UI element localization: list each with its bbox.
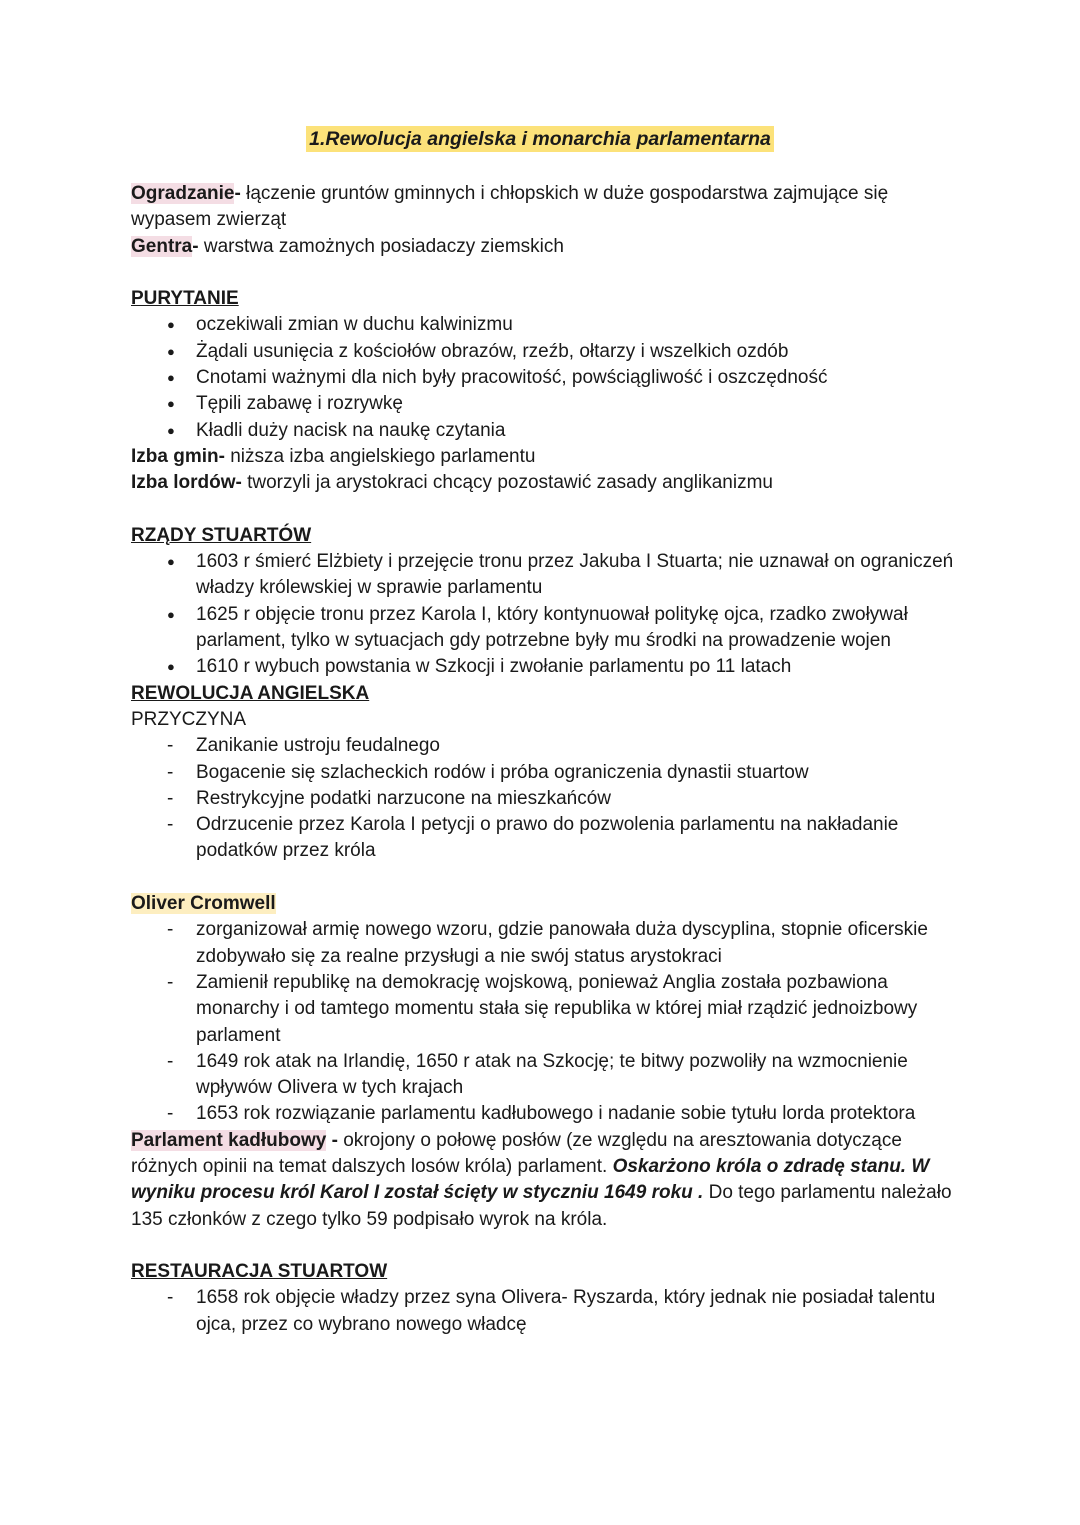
list-item: - 1649 rok atak na Irlandię, 1650 r atak na Szkocję; te bitwy pozwoliły na wzmocnienie wpływów Olivera w tych krajach bbox=[131, 1049, 961, 1102]
term-gentra: Gentra bbox=[131, 235, 193, 257]
heading-purytanie: PURYTANIE bbox=[131, 288, 239, 310]
list-item: - Zamienił republikę na demokrację wojskową, ponieważ Anglia została pozbawiona monarchy i od tamtego momentu stała się republika w której miał rządzić jednoizbowy parlament bbox=[131, 970, 961, 1049]
heading-rewolucja-angielska: REWOLUCJA ANGIELSKA bbox=[131, 682, 370, 704]
document-title bbox=[0, 128, 1080, 151]
term-izba-gmin: Izba gmin- bbox=[131, 445, 225, 467]
list-item: - zorganizował armię nowego wzoru, gdzie panowała duża dyscyplina, stopnie oficerskie zdobywało się za realne przysługi a nie swój status arystokraci bbox=[131, 917, 961, 970]
list-item: ● Cnotami ważnymi dla nich były pracowitość, powściągliwość i oszczędność bbox=[131, 365, 961, 391]
term-ogradzanie: Ogradzanie bbox=[131, 183, 235, 204]
list-item: ● oczekiwali zmian w duchu kalwinizmu bbox=[131, 312, 961, 338]
cromwell-list bbox=[131, 917, 961, 1127]
list-item: ● 1603 r śmierć Elżbiety i przejęcie tronu przez Jakuba I Stuarta; nie uznawał on ograniczeń władzy królewskiej w sprawie parlamentu bbox=[131, 549, 961, 602]
term-parlament-kadlubowy: Parlament kadłubowy bbox=[131, 1129, 327, 1151]
heading-rzady-stuartow: RZĄDY STUARTÓW bbox=[131, 524, 312, 546]
list-item: - Odrzucenie przez Karola I petycji o prawo do pozwolenia parlamentu na nakładanie podatków przez króla bbox=[131, 812, 961, 865]
list-item: - 1658 rok objęcie władzy przez syna Olivera- Ryszarda, który jednak nie posiadał talentu ojca, przez co wybrano nowego władcę bbox=[131, 1285, 961, 1338]
definition-ogradzanie: Ogradzanie- łączenie gruntów gminnych i chłopskich w duże gospodarstwa zajmujące się wypasem zwierząt bbox=[131, 183, 889, 231]
list-item: ● 1610 r wybuch powstania w Szkocji i zwołanie parlamentu po 11 latach bbox=[131, 654, 961, 680]
term-izba-lordow: Izba lordów- bbox=[131, 472, 242, 494]
title-text: 1.Rewolucja angielska i monarchia parlamentarna bbox=[306, 126, 774, 152]
heading-restauracja-stuartow: RESTAURACJA STUARTOW bbox=[131, 1261, 388, 1283]
list-item: ● 1625 r objęcie tronu przez Karola I, który kontynuował politykę ojca, rzadko zwoływał parlament, tylko w sytuacjach gdy potrzebne były mu środki na prowadzenie wojen bbox=[131, 602, 961, 655]
heading-oliver-cromwell: Oliver Cromwell bbox=[131, 893, 276, 915]
list-item: - 1653 rok rozwiązanie parlamentu kadłubowego i nadanie sobie tytułu lorda protektora bbox=[131, 1101, 961, 1127]
definition-parlament-kadlubowy: Parlament kadłubowy - okrojony o połowę posłów (ze względu na aresztowania dotyczące różnych opinii na temat dalszych losów króla) parlament. Oskarżono króla o zdradę stanu. W wyniku procesu król Karol I został ścięty w styczniu 1649 roku . Do tego parlamentu należało 135 członków z czego tylko 59 podpisało wyrok na króla. bbox=[131, 1129, 952, 1230]
przyczyna-list bbox=[131, 733, 961, 864]
definition-izba-lordow: Izba lordów- tworzyli ja arystokraci chcący pozostawić zasady anglikanizmu bbox=[131, 472, 773, 494]
subheading-przyczyna: PRZYCZYNA bbox=[131, 708, 247, 730]
list-item: ● Kładli duży nacisk na naukę czytania bbox=[131, 418, 961, 444]
list-item: ● Tępili zabawę i rozrywkę bbox=[131, 391, 961, 417]
list-item: - Restrykcyjne podatki narzucone na mieszkańców bbox=[131, 786, 961, 812]
emphasis-text: Oskarżono króla o zdradę stanu. W wyniku procesu król Karol I został ścięty w styczniu 1649 roku . bbox=[131, 1155, 930, 1204]
list-item: - Zanikanie ustroju feudalnego bbox=[131, 733, 961, 759]
rzady-list bbox=[131, 549, 961, 680]
restauracja-list bbox=[131, 1285, 961, 1338]
list-item: ● Żądali usunięcia z kościołów obrazów, rzeźb, ołtarzy i wszelkich ozdób bbox=[131, 339, 961, 365]
definition-gentra: Gentra- warstwa zamożnych posiadaczy ziemskich bbox=[131, 235, 564, 257]
document-body bbox=[131, 181, 961, 1338]
definition-izba-gmin: Izba gmin- niższa izba angielskiego parlamentu bbox=[131, 445, 536, 467]
list-item: - Bogacenie się szlacheckich rodów i próba ograniczenia dynastii stuartow bbox=[131, 760, 961, 786]
purytanie-list bbox=[131, 312, 961, 443]
